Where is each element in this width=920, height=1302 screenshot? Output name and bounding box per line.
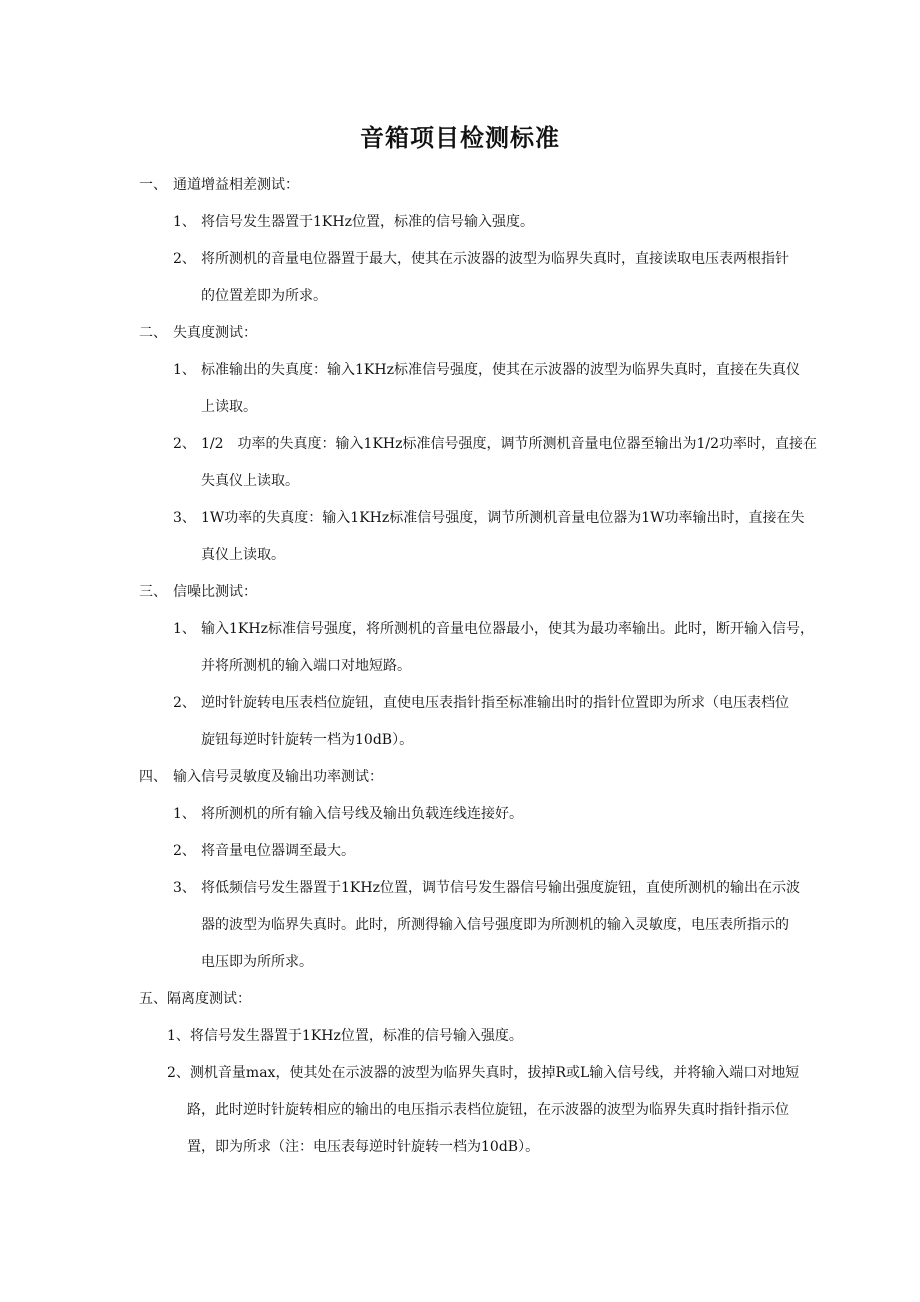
list-item-5-2	[167, 1063, 799, 1083]
section-title: 输入信号灵敏度及输出功率测试：	[173, 769, 383, 785]
section-number: 五、	[139, 991, 167, 1007]
section-number: 二、	[139, 325, 167, 341]
section-heading-5	[139, 989, 251, 1009]
item-text: 输入1KHz标准信号强度，将所测机的音量电位器最小，使其为最功率输出。此时，断开输入信号，	[201, 621, 814, 637]
item-text: 将所测机的所有输入信号线及输出负载连线连接好。	[201, 806, 523, 822]
item-text-continued: 上读取。	[201, 399, 257, 415]
item-text: 将音量电位器调至最大。	[201, 843, 355, 859]
item-number: 1、	[173, 806, 196, 822]
section-heading-3	[139, 582, 257, 602]
item-number: 1、	[167, 1028, 190, 1044]
item-number: 1、	[173, 621, 196, 637]
section-heading-2	[139, 323, 257, 343]
list-item-4-1	[173, 804, 523, 824]
item-number: 3、	[173, 510, 196, 526]
item-text-continued: 置，即为所求（注：电压表每逆时针旋转一档为10dB）。	[187, 1139, 540, 1155]
list-item-1-1	[173, 212, 534, 232]
item-text-continued: 并将所测机的输入端口对地短路。	[201, 658, 411, 674]
section-title: 隔离度测试：	[167, 991, 251, 1007]
section-number: 三、	[139, 584, 167, 600]
item-number: 2、	[173, 251, 196, 267]
list-item-2-3	[173, 508, 805, 528]
list-item-5-1	[167, 1026, 523, 1046]
item-text-continued: 电压即为所所求。	[201, 954, 313, 970]
list-item-4-3	[173, 878, 800, 898]
item-number: 1、	[173, 214, 196, 230]
item-text-continued: 真仪上读取。	[201, 547, 285, 563]
item-text: 将信号发生器置于1KHz位置，标准的信号输入强度。	[189, 1028, 523, 1044]
item-text: 将信号发生器置于1KHz位置，标准的信号输入强度。	[201, 214, 534, 230]
item-number: 3、	[173, 880, 196, 896]
list-item-2-2	[173, 434, 817, 454]
list-item-3-1	[173, 619, 814, 639]
item-number: 2、	[167, 1065, 190, 1081]
section-heading-1	[139, 175, 299, 195]
section-title: 失真度测试：	[173, 325, 257, 341]
list-item-1-2	[173, 249, 789, 269]
item-number: 2、	[173, 843, 196, 859]
item-text: 将低频信号发生器置于1KHz位置，调节信号发生器信号输出强度旋钮，直使所测机的输出在示波	[201, 880, 800, 896]
section-title: 信噪比测试：	[173, 584, 257, 600]
item-number: 2、	[173, 695, 196, 711]
item-text-continued: 失真仪上读取。	[201, 473, 299, 489]
item-text: 标准输出的失真度：输入1KHz标准信号强度，使其在示波器的波型为临界失真时，直接在失真仪	[201, 362, 800, 378]
item-text: 1/2 功率的失真度：输入1KHz标准信号强度，调节所测机音量电位器至输出为1/2功率时，直接在	[201, 436, 818, 452]
section-number: 一、	[139, 177, 167, 193]
item-number: 2、	[173, 436, 196, 452]
list-item-2-1	[173, 360, 800, 380]
item-text: 1W功率的失真度：输入1KHz标准信号强度，调节所测机音量电位器为1W功率输出时，直接在失	[201, 510, 805, 526]
list-item-3-2	[173, 693, 789, 713]
item-text-continued: 旋钮每逆时针旋转一档为10dB）。	[201, 732, 414, 748]
section-title: 通道增益相差测试：	[173, 177, 299, 193]
document-title: 音箱项目检测标准	[360, 123, 560, 152]
item-text-continued: 的位置差即为所求。	[201, 288, 327, 304]
section-number: 四、	[139, 769, 167, 785]
section-heading-4	[139, 767, 383, 787]
list-item-4-2	[173, 841, 355, 861]
item-text: 测机音量max，使其处在示波器的波型为临界失真时，拔掉R或L输入信号线，并将输入端口对地短	[189, 1065, 800, 1081]
item-text-continued: 器的波型为临界失真时。此时，所测得输入信号强度即为所测机的输入灵敏度，电压表所指示的	[201, 917, 789, 933]
item-text: 将所测机的音量电位器置于最大，使其在示波器的波型为临界失真时，直接读取电压表两根指针	[201, 251, 789, 267]
item-text-continued: 路，此时逆时针旋转相应的输出的电压指示表档位旋钮，在示波器的波型为临界失真时指针指示位	[187, 1102, 789, 1118]
item-number: 1、	[173, 362, 196, 378]
item-text: 逆时针旋转电压表档位旋钮，直使电压表指针指至标准输出时的指针位置即为所求（电压表档位	[201, 695, 789, 711]
